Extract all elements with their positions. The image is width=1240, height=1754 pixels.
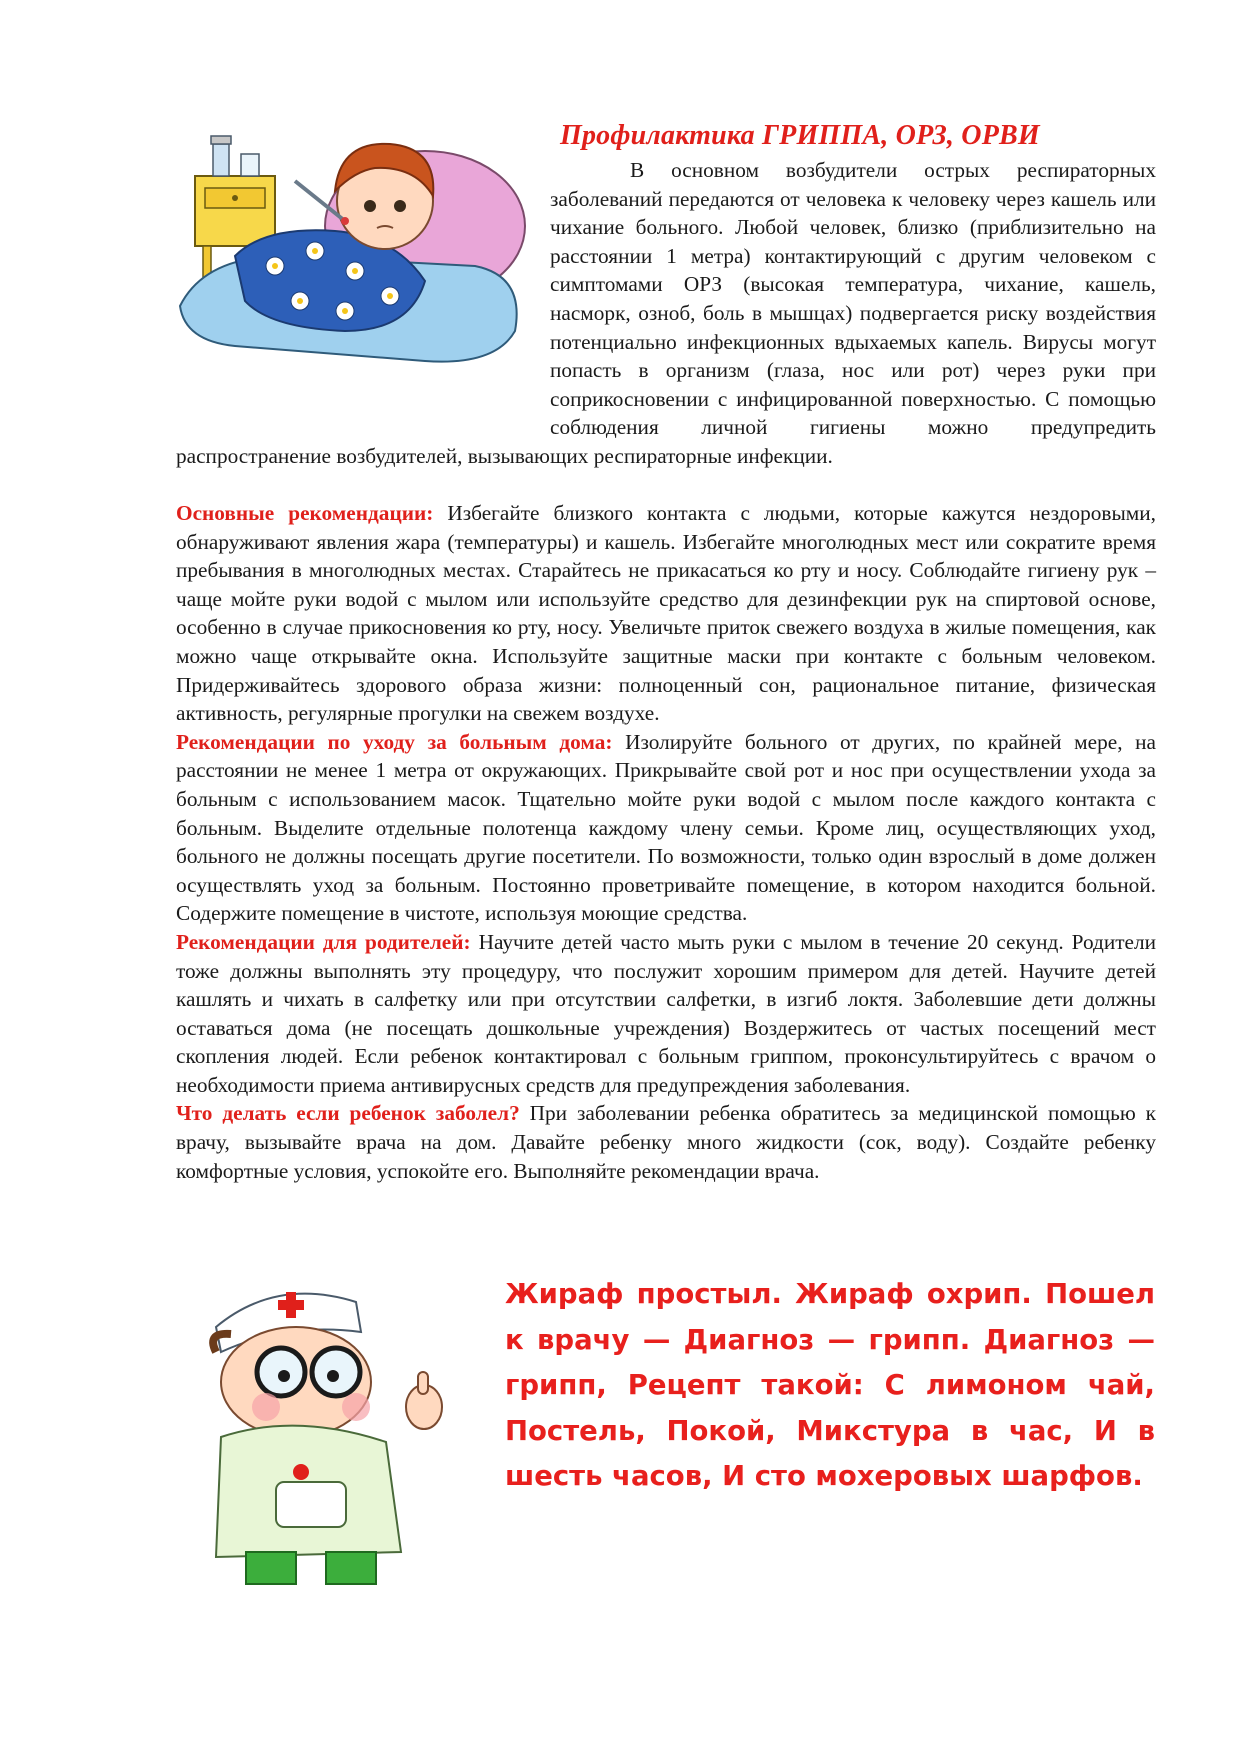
section-text: Избегайте близкого контакта с людьми, которые кажутся нездоровыми, обнаруживают явления жара (температуры) и кашель. Избегайте многолюдных мест или сократите время пребывания в многолюдных местах. Старайтесь не прикасаться ко рту и носу. Соблюдайте гигиену рук – чаще мойте руки водой с мылом или используйте средство для дезинфекции рук на спиртовой основе, особенно в случае прикосновения ко рту, носу. Увеличьте приток свежего воздуха в жилые помещения, как можно чаще открывайте окна. Используйте защитные маски при контакте с больным человеком. Придерживайтесь здорового образа жизни: полноценный сон, рациональное питание, физическая активность, регулярные прогулки на свежем воздухе. (176, 501, 1156, 726)
section-child-sick (176, 1099, 1156, 1185)
intro-text: В основном возбудители острых респираторных заболеваний передаются от человека к человеку через кашель или чихание больного. Любой человек, близко (приблизительно на расстоянии 1 метра) контактирующий с другим человеком с симптомами ОРЗ (высокая температура, чихание, кашель, насморк, озноб, боль в мышцах) подвергается риску воздействия потенциально инфекционных вдыхаемых капель. Вирусы могут попасть в организм (глаза, нос или рот) через руки при соприкосновении с инфицированной поверхностью. С помощью соблюдения личной гигиены можно предупредить распространение возбудителей, вызывающих респираторные инфекции. (176, 158, 1156, 468)
section-home-care (176, 728, 1156, 928)
section-heading: Рекомендации по уходу за больным дома: (176, 729, 613, 754)
section-text: При заболевании ребенка обратитесь за медицинской помощью к врачу, вызывайте врача на дом. Давайте ребенку много жидкости (сок, воду). Создайте ребенку комфортные условия, успокойте его. Выполняйте рекомендации врача. (176, 1101, 1156, 1183)
intro-paragraph (176, 156, 1156, 471)
section-main-recommendations (176, 499, 1156, 728)
doctor-illustration (176, 1272, 476, 1592)
poem-verse: Жираф простыл. Жираф охрип. Пошел к врачу — Диагноз — грипп. Диагноз — грипп, Рецепт такой: С лимоном чай, Постель, Покой, Микстура в час, И в шесть часов, И сто мохеровых шарфов. (505, 1278, 1155, 1493)
section-text: Научите детей часто мыть руки с мылом в течение 20 секунд. Родители тоже должны выполнять эту процедуру, что послужит хорошим примером для детей. Научите детей кашлять и чихать в салфетку или при отсутствии салфетки, в изгиб локтя. Заболевшие дети должны оставаться дома (не посещать дошкольные учреждения) Воздержитесь от частых посещений мест скопления людей. Если ребенок контактировал с больным гриппом, проконсультируйтесь с врачом о необходимости приема антивирусных средств для предупреждения заболевания. (176, 929, 1156, 1097)
page-title: Профилактика ГРИППА, ОРЗ, ОРВИ (560, 120, 1040, 151)
recommendations-block (176, 499, 1156, 1185)
section-heading: Рекомендации для родителей: (176, 929, 471, 954)
section-heading: Что делать если ребенок заболел? (176, 1101, 520, 1126)
section-text: Изолируйте больного от других, по крайней мере, на расстоянии не менее 1 метра от окружающих. Прикрывайте свой рот и нос при осуществлении ухода за больным с использованием масок. Тщательно мойте руки водой с мылом после каждого контакта с больным. Выделите отдельные полотенца каждому члену семьи. Кроме лиц, осуществляющих уход, больного не должны посещать другие посетители. По возможности, только один взрослый в доме должен осуществлять уход за больным. Постоянно проветривайте помещение, в котором находится больной. Содержите помещение в чистоте, используя моющие средства. (176, 729, 1156, 926)
section-parents (176, 928, 1156, 1100)
intro-float-spacer (176, 156, 550, 414)
section-heading: Основные рекомендации: (176, 501, 434, 525)
